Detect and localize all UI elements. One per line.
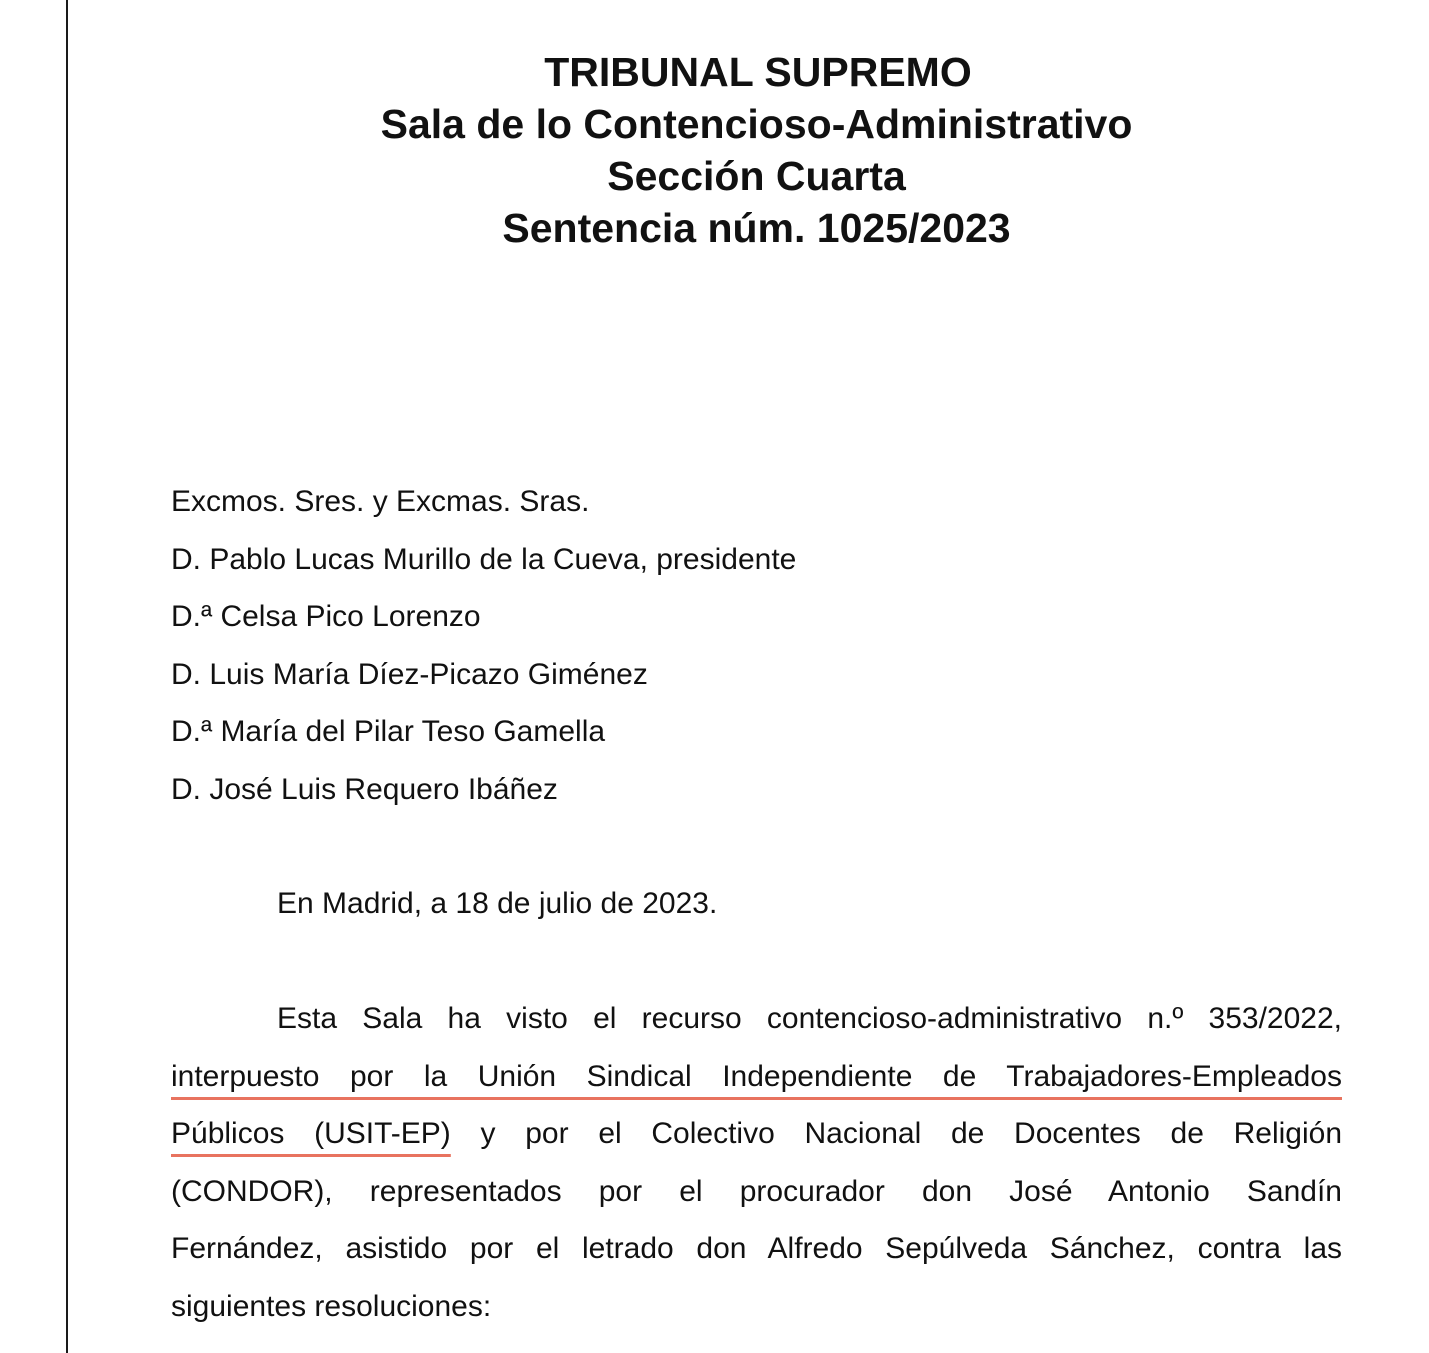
chamber-title: Sala de lo Contencioso-Administrativo xyxy=(380,101,1133,147)
panel-intro: Excmos. Sres. y Excmas. Sras. xyxy=(171,485,590,518)
judge-name: D. Pablo Lucas Murillo de la Cueva, presidente xyxy=(171,542,797,576)
underlined-text: Públicos (USIT-EP) xyxy=(171,1117,451,1150)
judge-name: D. José Luis Requero Ibáñez xyxy=(171,772,558,806)
paragraph-line xyxy=(171,1048,1342,1106)
paragraph-line: (CONDOR), representados por el procurador don José Antonio Sandín xyxy=(171,1174,1342,1208)
document-header xyxy=(0,46,1429,254)
judge-name: D.ª Celsa Pico Lorenzo xyxy=(171,600,481,633)
judges-panel xyxy=(171,473,1342,818)
judge-name: D. Luis María Díez-Picazo Giménez xyxy=(171,657,648,691)
underlined-text: interpuesto por la Unión Sindical Independiente de Trabajadores-Empleados xyxy=(171,1059,1342,1093)
court-title: TRIBUNAL SUPREMO xyxy=(544,49,972,95)
date-line: En Madrid, a 18 de julio de 2023. xyxy=(277,887,718,920)
paragraph-line: siguientes resoluciones: xyxy=(171,1289,492,1323)
paragraph-line: Fernández, asistido por el letrado don Alfredo Sepúlveda Sánchez, contra las xyxy=(171,1232,1342,1265)
paragraph-line xyxy=(171,1105,1342,1163)
body-paragraph xyxy=(171,990,1342,1335)
paragraph-text: y por el Colectivo Nacional de Docentes de Religión xyxy=(450,1117,1343,1150)
paragraph-line: Esta Sala ha visto el recurso contencioso-administrativo n.º 353/2022, xyxy=(277,1002,1342,1035)
judge-name: D.ª María del Pilar Teso Gamella xyxy=(171,715,606,748)
ruling-number: Sentencia núm. 1025/2023 xyxy=(502,205,1011,251)
section-title: Sección Cuarta xyxy=(607,153,906,199)
